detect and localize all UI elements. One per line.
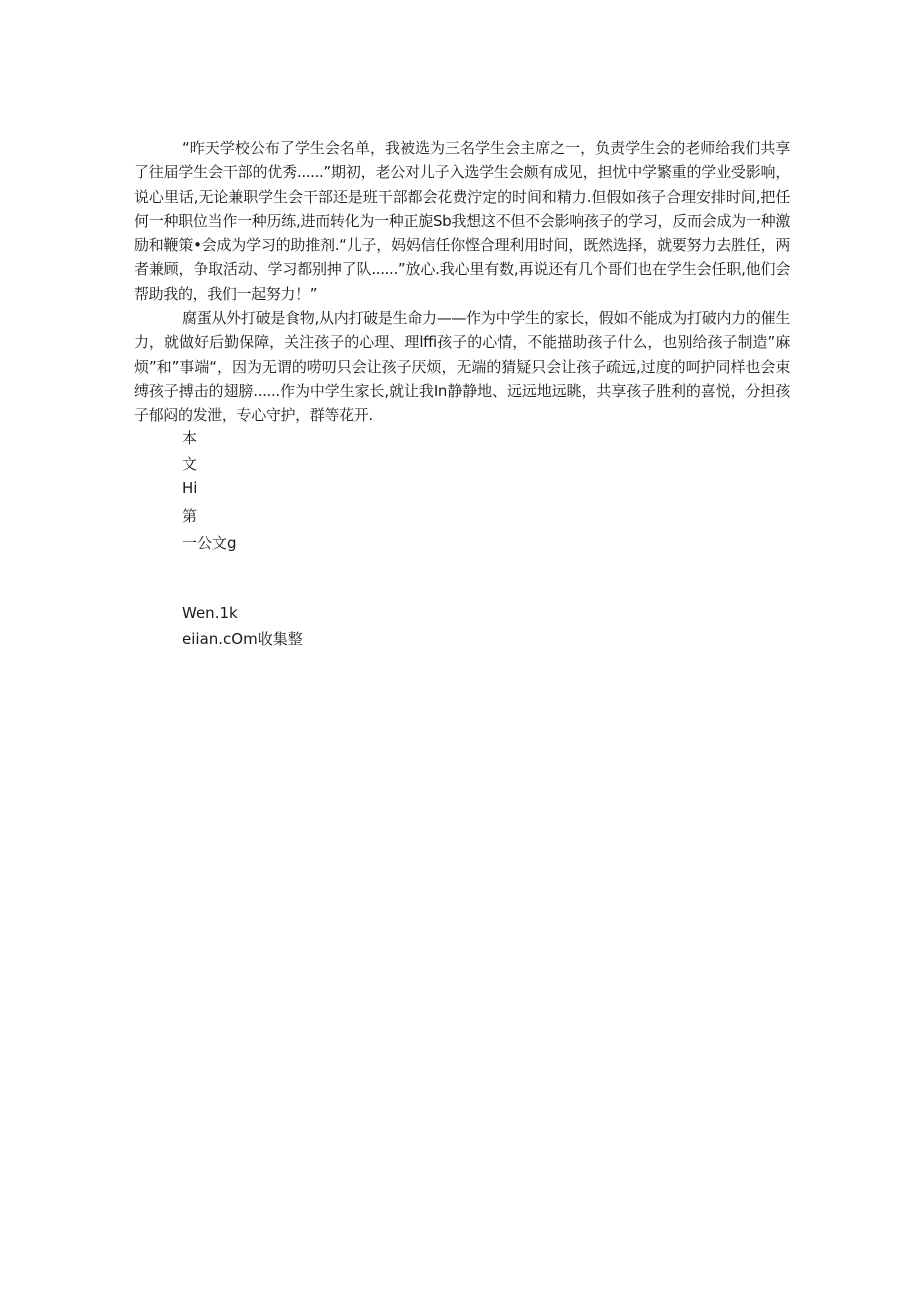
- fragment-text: 本: [182, 429, 198, 447]
- fragment-text: 文: [182, 455, 198, 473]
- fragment-text: eiian.cOm收集整: [182, 630, 303, 648]
- fragment-text: Hi: [182, 479, 198, 497]
- paragraph-student-council: “昨天学校公布了学生会名单，我被选为三名学生会主席之一，负责学生会的老师给我们共享了往届学生会干部的优秀......”期初，老公对儿子入选学生会颇有成见，担忧中学繁重的学业受影响，说心里话,无论兼职学生会干部还是班干部都会花费泞定的时间和精力.但假如孩子合理安排时间,把任何一种职位当作一种历练,进而转化为一种正旎Sb我想这不但不会影响孩子的学习，反而会成为一种激励和鞭策•会成为学习的助推剂.“儿子，妈妈信任你悭合理利用时间，既然选择，就要努力去胜任，两者兼顾，争取活动、学习都别抻了队......”放心.我心里有数,再说还有几个哥们也在学生会任职,他们会帮助我的，我们一起努力！”: [134, 139, 790, 303]
- document-body: [134, 136, 790, 428]
- fragment-text: 一公文g: [182, 534, 237, 552]
- fragment-text: 第: [182, 507, 198, 525]
- fragment-text: Wen.1k: [182, 604, 238, 622]
- paragraph-parent-reflection: 腐蛋从外打破是食物,从内打破是生命力——作为中学生的家长，假如不能成为打破内力的催生力，就做好后勤保障，关注孩子的心理、理lffi孩子的心情，不能描助孩子什么，也别给孩子制造”麻烦”和”事端“，因为无谓的唠叨只会让孩子厌烦，无端的猜疑只会让孩子疏远,过度的呵护同样也会束缚孩子搏击的翅膀......作为中学生家长,就让我In静静地、远远地远眺，共享孩子胜利的喜悦，分担孩子郁闷的发泄，专心守护，群等花开.: [134, 309, 790, 425]
